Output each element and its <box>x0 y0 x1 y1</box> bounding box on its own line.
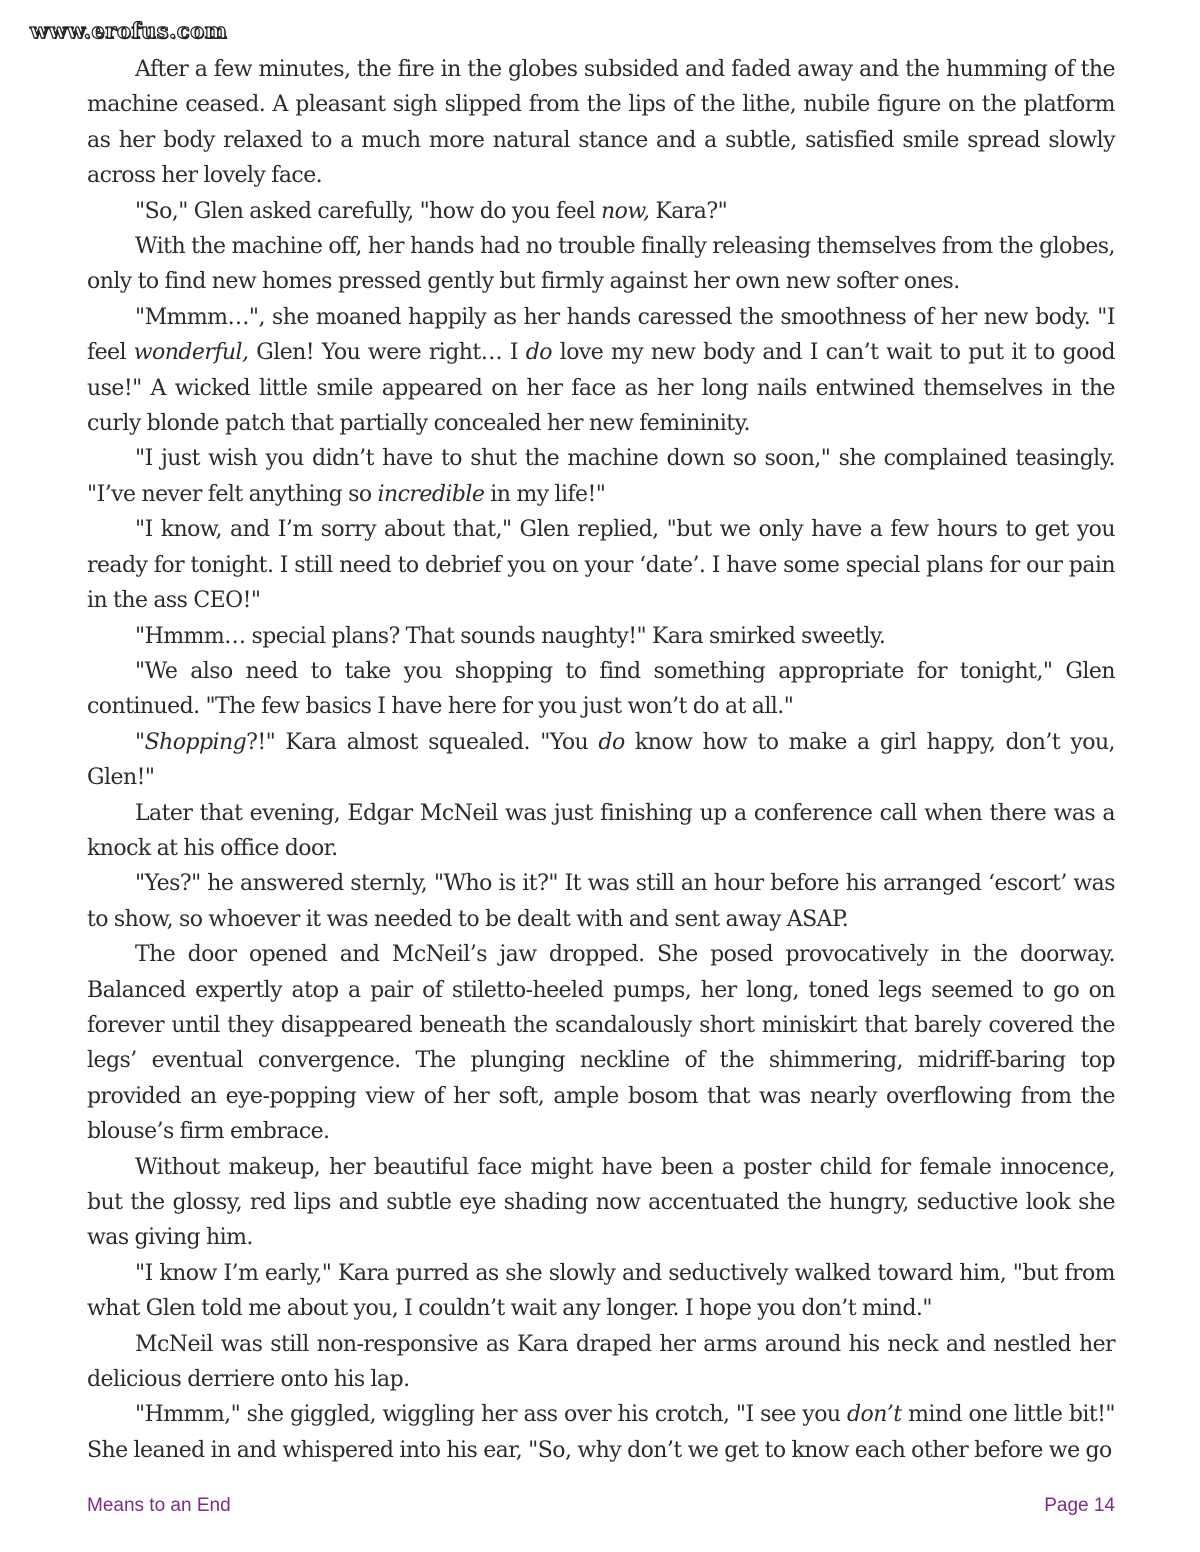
text-run: " <box>135 729 145 755</box>
text-run: Later that evening, Edgar McNeil was just finishing up a conference call when there was a knock at his office door. <box>87 800 1115 861</box>
emphasis-text: Shopping <box>144 729 247 755</box>
text-run: Kara?" <box>649 198 728 224</box>
text-run: "Hmmm," she giggled, wiggling her ass over his crotch, "I see you <box>135 1402 848 1428</box>
text-run: "Hmmm… special plans? That sounds naughty!" Kara smirked sweetly. <box>135 623 886 649</box>
text-run: mind one little bit!" She leaned in and whispered into his ear, "So, why don’t we get to know each other before we go <box>87 1402 1116 1463</box>
footer-book-title: Means to an End <box>87 1495 231 1516</box>
story-paragraph <box>87 52 1115 194</box>
story-paragraph <box>87 866 1115 937</box>
story-paragraph <box>87 1327 1115 1398</box>
story-paragraph <box>87 619 1115 654</box>
emphasis-text: wonderful, <box>133 340 249 366</box>
story-paragraph <box>87 654 1115 725</box>
story-text-body <box>87 52 1115 1468</box>
text-run: "We also need to take you shopping to find something appropriate for tonight," Glen continued. "The few basics I have here for you just won’t do at all." <box>87 658 1115 720</box>
emphasis-text: don’t <box>847 1402 902 1428</box>
text-run: "I know, and I’m sorry about that," Glen replied, "but we only have a few hours to get you ready for tonight. I still need to debrief you on your ‘date’. I have some special plans for our pain in the ass CEO!" <box>87 517 1115 614</box>
text-run: The door opened and McNeil’s jaw dropped. She posed provocatively in the doorway. Balanced expertly atop a pair of stiletto-heeled pumps, her long, toned legs seemed to go on forever until they disappeared beneath the scandalously short miniskirt that barely covered the legs’ eventual convergence. The plunging neckline of the shimmering, midriff-baring top provided an eye-popping view of her soft, ample bosom that was nearly overflowing from the blouse’s firm embrace. <box>87 942 1115 1145</box>
text-run: in my life!" <box>484 481 606 507</box>
text-run: Without makeup, her beautiful face might have been a poster child for female innocence, but the glossy, red lips and subtle eye shading now accentuated the hungry, seductive look she was giving him. <box>87 1154 1115 1251</box>
story-paragraph <box>87 300 1115 442</box>
story-paragraph <box>87 1256 1115 1327</box>
text-run: know how to make a girl happy, don’t you, Glen!" <box>87 729 1115 791</box>
footer-page-number: Page 14 <box>1044 1495 1115 1516</box>
story-paragraph <box>87 725 1115 796</box>
site-watermark: www.erofus.com <box>30 18 228 43</box>
story-paragraph <box>87 796 1115 867</box>
text-run: With the machine off, her hands had no trouble finally releasing themselves from the globes, only to find new homes pressed gently but firmly against her own new softer ones. <box>87 234 1115 295</box>
text-run: "I just wish you didn’t have to shut the machine down so soon," she complained teasingly. "I’ve never felt anything so <box>87 446 1115 507</box>
text-run: After a few minutes, the fire in the globes subsided and faded away and the humming of the machine ceased. A pleasant sigh slipped from the lips of the lithe, nubile figure on the platform as her body relaxed to a much more natural stance and a subtle, satisfied smile spread slowly across her lovely face. <box>87 57 1115 189</box>
emphasis-text: do <box>598 729 625 755</box>
story-paragraph <box>87 512 1115 618</box>
emphasis-text: do <box>525 340 552 366</box>
story-paragraph <box>87 1397 1115 1468</box>
story-paragraph <box>87 937 1115 1149</box>
text-run: "I know I’m early," Kara purred as she slowly and seductively walked toward him, "but from what Glen told me about you, I couldn’t wait any longer. I hope you don’t mind." <box>87 1260 1115 1322</box>
text-run: McNeil was still non-responsive as Kara draped her arms around his neck and nestled her delicious derriere onto his lap. <box>87 1331 1115 1393</box>
text-run: "Mmmm…", she moaned happily as her hands caressed the smoothness of her new body. "I feel <box>87 304 1115 366</box>
story-paragraph <box>87 441 1115 512</box>
text-run: "Yes?" he answered sternly, "Who is it?" It was still an hour before his arranged ‘escort’ was to show, so whoever it was needed to be dealt with and sent away ASAP. <box>87 871 1115 932</box>
emphasis-text: incredible <box>377 481 485 507</box>
text-run: love my new body and I can’t wait to put it to good use!" A wicked little smile appeared on her face as her long nails entwined themselves in the curly blonde patch that partially concealed her new femininity. <box>87 340 1115 437</box>
text-run: "So," Glen asked carefully, "how do you feel <box>135 198 601 224</box>
text-run: ?!" Kara almost squealed. "You <box>246 729 599 755</box>
story-paragraph <box>87 194 1115 229</box>
story-paragraph <box>87 1150 1115 1256</box>
story-paragraph <box>87 229 1115 300</box>
emphasis-text: now, <box>601 198 650 224</box>
text-run: Glen! You were right… I <box>248 340 526 366</box>
